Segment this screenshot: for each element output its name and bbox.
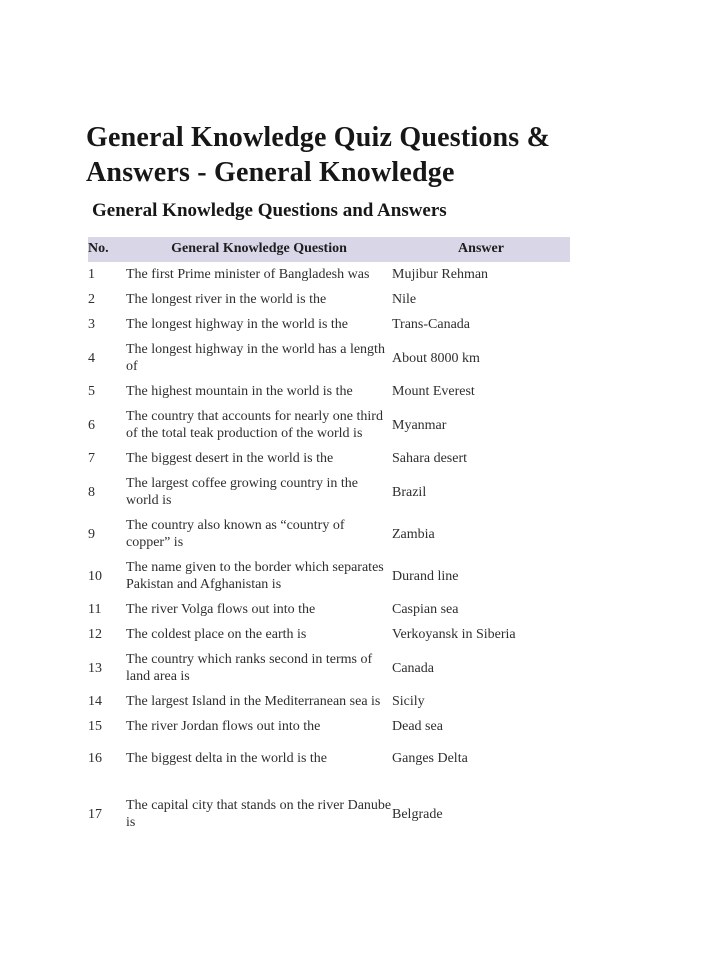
row-number-cell: 17 (88, 806, 102, 822)
col-header-answer: Answer (392, 237, 570, 262)
question-cell: The river Jordan flows out into the (126, 719, 321, 734)
answer-cell: Canada (392, 660, 434, 676)
question-cell: The coldest place on the earth is (126, 627, 307, 642)
table-row (88, 689, 570, 714)
table-row (88, 262, 570, 287)
question-cell: The river Volga flows out into the (126, 602, 316, 617)
row-number-cell: 7 (88, 451, 95, 466)
row-number-cell: 10 (88, 568, 102, 584)
question-cell: The biggest delta in the world is the (126, 751, 328, 766)
answer-cell: Caspian sea (392, 602, 459, 617)
table-row (88, 739, 570, 771)
answer-cell: About 8000 km (392, 350, 480, 366)
answer-cell: Zambia (392, 526, 435, 542)
question-cell: The longest highway in the world has a length of (126, 342, 385, 374)
answer-cell: Sicily (392, 694, 425, 709)
question-cell: The country which ranks second in terms of land area is (126, 652, 373, 684)
row-number-cell: 14 (88, 694, 102, 709)
question-cell: The first Prime minister of Bangladesh was (126, 267, 370, 282)
row-number-cell: 9 (88, 526, 95, 542)
row-number-cell: 6 (88, 417, 95, 433)
answer-cell: Myanmar (392, 417, 447, 433)
table-row (88, 555, 570, 597)
question-cell: The longest highway in the world is the (126, 317, 349, 332)
page-title: General Knowledge Quiz Questions & Answers - General Knowledge (86, 122, 551, 188)
row-number-cell: 3 (88, 317, 95, 332)
table-row (88, 647, 570, 689)
table-row (88, 337, 570, 379)
row-number-cell: 15 (88, 719, 102, 734)
question-cell: The biggest desert in the world is the (126, 451, 334, 466)
row-number-cell: 5 (88, 384, 95, 399)
table-row (88, 597, 570, 622)
answer-cell: Brazil (392, 484, 427, 500)
table-row (88, 287, 570, 312)
answer-cell: Sahara desert (392, 451, 468, 466)
table-row (88, 714, 570, 739)
answer-cell: Ganges Delta (392, 751, 468, 766)
table-row (88, 446, 570, 471)
row-number-cell: 11 (88, 602, 102, 617)
answer-cell: Mujibur Rehman (392, 267, 489, 282)
answer-cell: Trans-Canada (392, 317, 471, 332)
question-cell: The largest Island in the Mediterranean sea is (126, 694, 381, 709)
row-number-cell: 12 (88, 627, 102, 642)
answer-cell: Verkoyansk in Siberia (392, 627, 516, 642)
table-row (88, 404, 570, 446)
table-row (88, 622, 570, 647)
section-heading: General Knowledge Questions and Answers (92, 200, 447, 221)
table-row (88, 312, 570, 337)
row-number-cell: 16 (88, 751, 102, 766)
answer-cell: Mount Everest (392, 384, 475, 399)
row-number-cell: 4 (88, 350, 95, 366)
table-row (88, 771, 570, 835)
col-header-no: No. (88, 237, 126, 262)
question-cell: The name given to the border which separates Pakistan and Afghanistan is (126, 560, 384, 592)
answer-cell: Durand line (392, 568, 459, 584)
question-cell: The country that accounts for nearly one third of the total teak production of the world is (126, 409, 383, 441)
row-number-cell: 8 (88, 484, 95, 500)
question-cell: The longest river in the world is the (126, 292, 327, 307)
row-number-cell: 13 (88, 660, 102, 676)
row-number-cell: 2 (88, 292, 95, 307)
qa-table (88, 237, 570, 835)
table-row (88, 513, 570, 555)
question-cell: The capital city that stands on the river Danube is (126, 798, 392, 830)
col-header-question: General Knowledge Question (126, 237, 392, 262)
question-cell: The largest coffee growing country in the world is (126, 476, 358, 508)
question-cell: The highest mountain in the world is the (126, 384, 353, 399)
row-number-cell: 1 (88, 267, 95, 282)
answer-cell: Nile (392, 292, 417, 307)
qa-table-body (88, 262, 570, 835)
table-row (88, 379, 570, 404)
answer-cell: Belgrade (392, 806, 443, 822)
question-cell: The country also known as “country of copper” is (126, 518, 345, 550)
table-header-row (88, 237, 570, 262)
table-row (88, 471, 570, 513)
answer-cell: Dead sea (392, 719, 443, 734)
